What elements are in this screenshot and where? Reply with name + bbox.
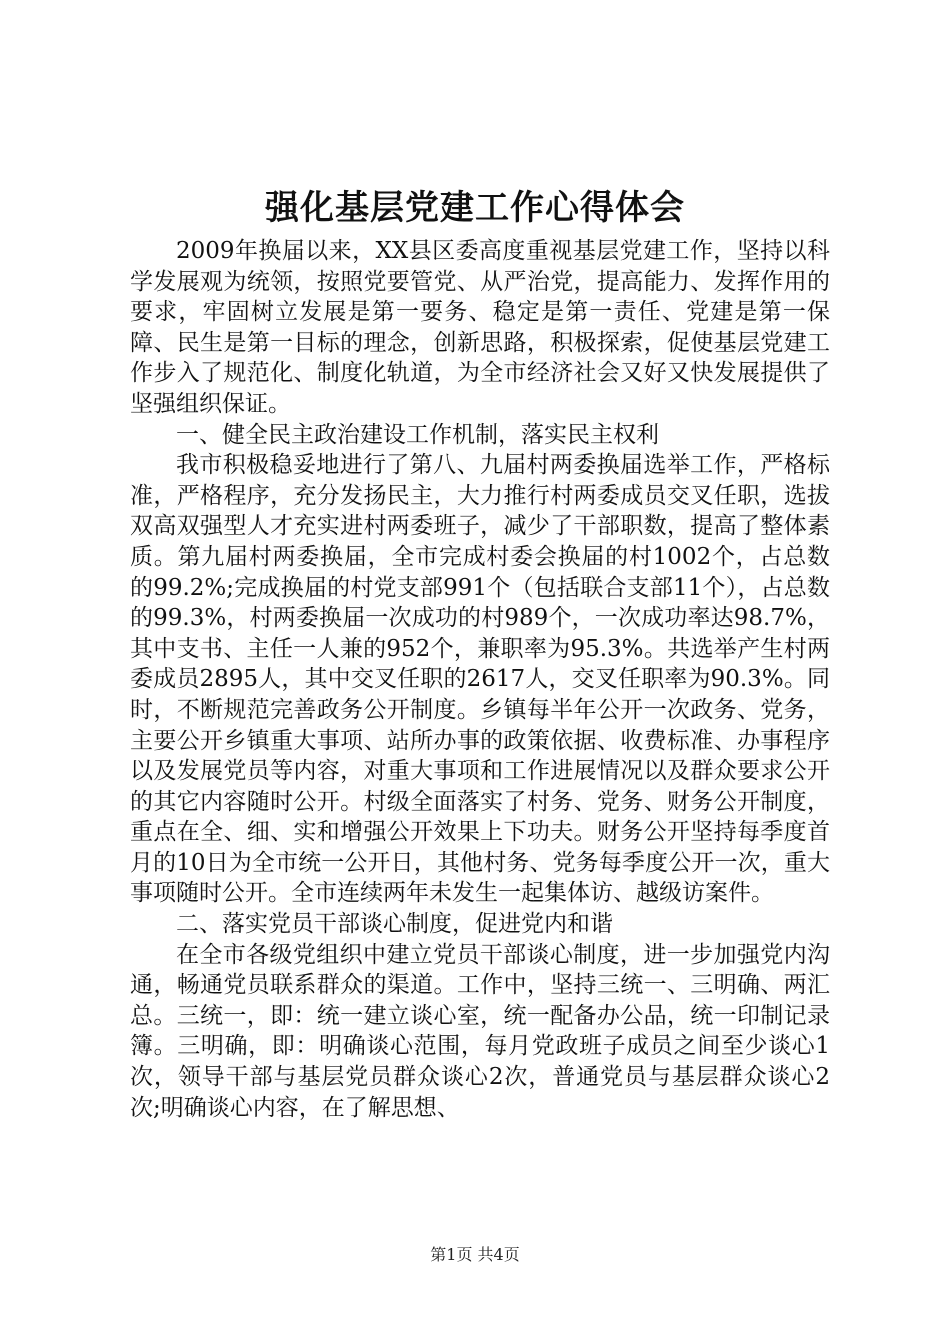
paragraph-intro: 2009年换届以来，XX县区委高度重视基层党建工作，坚持以科学发展观为统领，按照党要管党、从严治党，提高能力、发挥作用的要求，牢固树立发展是第一要务、稳定是第一责任、党建是第一保障、民生是第一目标的理念，创新思路，积极探索，促使基层党建工作步入了规范化、制度化轨道，为全市经济社会又好又快发展提供了坚强组织保证。 [130, 238, 830, 417]
paragraph-section-1: 我市积极稳妥地进行了第八、九届村两委换届选举工作，严格标准，严格程序，充分发扬民主，大力推行村两委成员交叉任职，选拔双高双强型人才充实进村两委班子，减少了干部职数，提高了整体素质。第九届村两委换届，全市完成村委会换届的村1002个，占总数的99.2%;完成换届的村党支部991个（包括联合支部11个），占总数的99.3%，村两委换届一次成功的村989个，一次成功率达98.7%，其中支书、主任一人兼的952个，兼职率为95.3%。共选举产生村两委成员2895人，其中交叉任职的2617人，交叉任职率为90.3%。同时，不断规范完善政务公开制度。乡镇每半年公开一次政务、党务，主要公开乡镇重大事项、站所办事的政策依据、收费标准、办事程序以及发展党员等内容，对重大事项和工作进展情况以及群众要求公开的其它内容随时公开。村级全面落实了村务、党务、财务公开制度，重点在全、细、实和增强公开效果上下功夫。财务公开坚持每季度首月的10日为全市统一公开日，其他村务、党务每季度公开一次，重大事项随时公开。全市连续两年未发生一起集体访、越级访案件。 [130, 452, 830, 907]
document-body [130, 236, 830, 1123]
section-heading-1: 一、健全民主政治建设工作机制，落实民主权利 [176, 421, 659, 448]
page-indicator: 第1页 共4页 [430, 1245, 520, 1264]
section-heading-2: 二、落实党员干部谈心制度，促进党内和谐 [176, 911, 613, 938]
page-footer [0, 1245, 950, 1265]
paragraph-section-2: 在全市各级党组织中建立党员干部谈心制度，进一步加强党内沟通，畅通党员联系群众的渠道。工作中，坚持三统一、三明确、两汇总。三统一，即：统一建立谈心室，统一配备办公品，统一印制记录簿。三明确，即：明确谈心范围，每月党政班子成员之间至少谈心1次，领导干部与基层党员群众谈心2次，普通党员与基层群众谈心2次;明确谈心内容，在了解思想、 [130, 941, 830, 1121]
document-title: 强化基层党建工作心得体会 [265, 188, 685, 228]
